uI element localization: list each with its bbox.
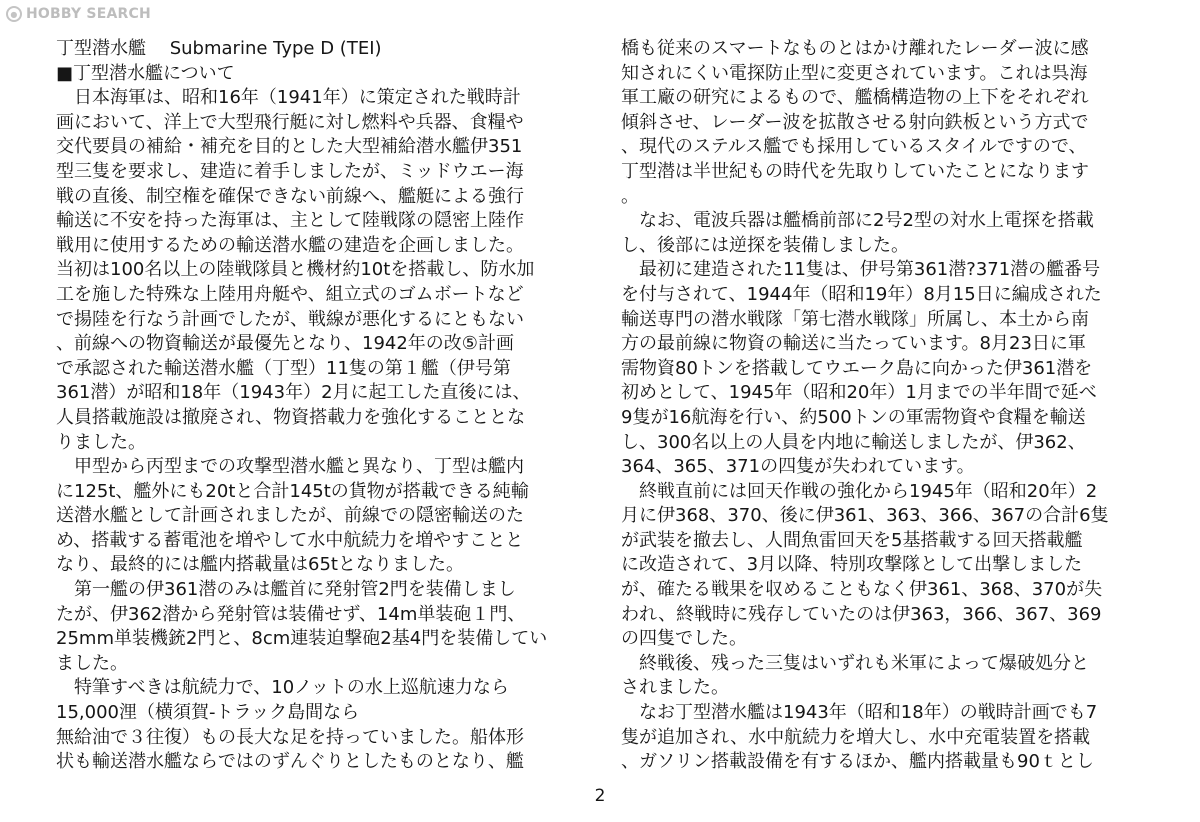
text-line: 最初に建造された11隻は、伊号第361潜?371潜の艦番号 [621,259,1101,281]
text-line: で揚陸を行なう計画でしたが、戦線が悪化するにともない [56,308,524,330]
watermark-text: HOBBY SEARCH [26,6,151,22]
text-line: 輸送専門の潜水戦隊「第七潜水戦隊」所属し、本土から南 [621,308,1089,330]
text-line: 橋も従来のスマートなものとはかけ離れたレーダー波に感 [621,38,1089,59]
text-line: なり、最終的には艦内搭載量は65tとなりました。 [56,554,464,576]
text-line: 輸送に不安を持った海軍は、主として陸戦隊の隠密上陸作 [56,210,524,232]
right-text-column [621,37,1159,775]
text-line: 日本海軍は、昭和16年（1941年）に策定された戦時計 [56,87,521,109]
text-line: 型三隻を要求し、建造に着手しましたが、ミッドウエー海 [56,160,524,182]
text-line: 工を施した特殊な上陸用舟艇や、組立式のゴムボートなど [56,283,524,305]
text-line: 無給油で３往復）もの長大な足を持っていました。船体形 [56,726,524,748]
text-line: われ、終戦時に残存していたのは伊363，366、367、369 [621,603,1102,625]
text-line: なお、電波兵器は艦橋前部に2号2型の対水上電探を搭載 [621,210,1094,232]
text-line: 需物資80トンを搭載してウエーク島に向かった伊361潜を [621,357,1093,379]
text-line: 画において、洋上で大型飛行艇に対し燃料や兵器、食糧や [56,111,524,133]
text-line: 送潜水艦として計画されましたが、前線での隠密輸送のた [56,505,524,527]
text-line: たが、伊362潜から発射管は装備せず、14m単装砲１門、 [56,603,526,625]
text-line: ました。 [56,652,128,674]
text-line: 364、365、371の四隻が失われています。 [621,456,975,478]
text-line: の四隻でした。 [621,628,747,650]
text-line: 戦の直後、制空権を確保できない前線へ、艦艇による強行 [56,185,524,207]
text-line: 月に伊368、370、後に伊361、363、366、367の合計6隻 [621,505,1109,527]
text-line: に125t、艦外にも20tと合計145tの貨物が搭載できる純輸 [56,480,529,502]
text-line: で承認された輸送潜水艦（丁型）11隻の第１艦（伊号第 [56,357,511,379]
text-line: りました。 [56,431,146,453]
text-line: 、前線への物資輸送が最優先となり、1942年の改⑤計画 [56,333,514,355]
text-line: 丁型潜水艦 Submarine Type D (TEI) [56,38,382,59]
text-line: 15,000浬（横須賀-トラック島間なら [56,702,360,724]
text-line: 当初は100名以上の陸戦隊員と機材約10tを搭載し、防水加 [56,259,535,281]
text-line: されました。 [621,677,729,699]
text-line: し、300名以上の人員を内地に輸送しましたが、伊362、 [621,431,1086,453]
text-line: 方の最前線に物資の輸送に当たっています。8月23日に軍 [621,333,1086,355]
text-line: 甲型から丙型までの攻撃型潜水艦と異なり、丁型は艦内 [56,456,524,478]
text-line: 9隻が16航海を行い、約500トンの軍需物資や食糧を輸送 [621,406,1086,428]
text-line: 、現代のステルス艦でも採用しているスタイルですので、 [621,136,1087,158]
text-line: が武装を撤去し、人間魚雷回天を5基搭載する回天搭載艦 [621,529,1083,551]
text-line: 第一艦の伊361潜のみは艦首に発射管2門を装備しまし [56,579,516,601]
text-line: 終戦後、残った三隻はいずれも米軍によって爆破処分と [621,652,1089,674]
text-line: 傾斜させ、レーダー波を拡散させる射向鉄板という方式で [621,111,1089,133]
text-line: 交代要員の補給・補充を目的とした大型補給潜水艦伊351 [56,136,523,158]
page-number: 2 [594,786,606,806]
text-line: 終戦直前には回天作戦の強化から1945年（昭和20年）2 [621,480,1098,502]
text-line: ■丁型潜水艦について [56,62,235,84]
text-line: め、搭載する蓄電池を増やして水中航続力を増やすことと [56,529,524,551]
text-line: し、後部には逆探を装備しました。 [621,234,909,256]
text-line: 25mm単装機銃2門と、8cm連装迫撃砲2基4門を装備してい [56,628,548,650]
text-line: 軍工廠の研究によるもので、艦橋構造物の上下をそれぞれ [621,87,1089,109]
text-line: 。 [621,185,639,207]
text-line: 隻が追加され、水中航続力を増大し、水中充電装置を搭載 [621,726,1091,748]
text-line: に改造されて、3月以降、特別攻撃隊として出撃しました [621,554,1083,576]
text-line: 人員搭載施設は撤廃され、物資搭載力を強化することとな [56,406,526,428]
text-line: 丁型潜は半世紀もの時代を先取りしていたことになります [621,160,1089,182]
text-line: 初めとして、1945年（昭和20年）1月までの半年間で延べ [621,382,1097,404]
left-text-column [56,37,586,775]
text-line: 知されにくい電探防止型に変更されています。これは呉海 [621,62,1088,84]
text-line: なお丁型潜水艦は1943年（昭和18年）の戦時計画でも7 [621,702,1098,724]
text-line: が、確たる戦果を収めることもなく伊361、368、370が失 [621,579,1103,601]
hobbysearch-logo-icon: ● [6,6,22,22]
text-line: 戦用に使用するための輸送潜水艦の建造を企画しました。 [56,234,524,256]
text-line: 、ガソリン搭載設備を有するほか、艦内搭載量も90ｔとし [621,751,1094,773]
text-line: 361潜）が昭和18年（1943年）2月に起工した直後には、 [56,382,531,404]
text-line: 特筆すべきは航続力で、10ノットの水上巡航速力なら [56,677,509,699]
text-line: を付与されて、1944年（昭和19年）8月15日に編成された [621,283,1102,305]
watermark [6,5,151,23]
text-line: 状も輸送潜水艦ならではのずんぐりとしたものとなり、艦 [56,751,524,773]
